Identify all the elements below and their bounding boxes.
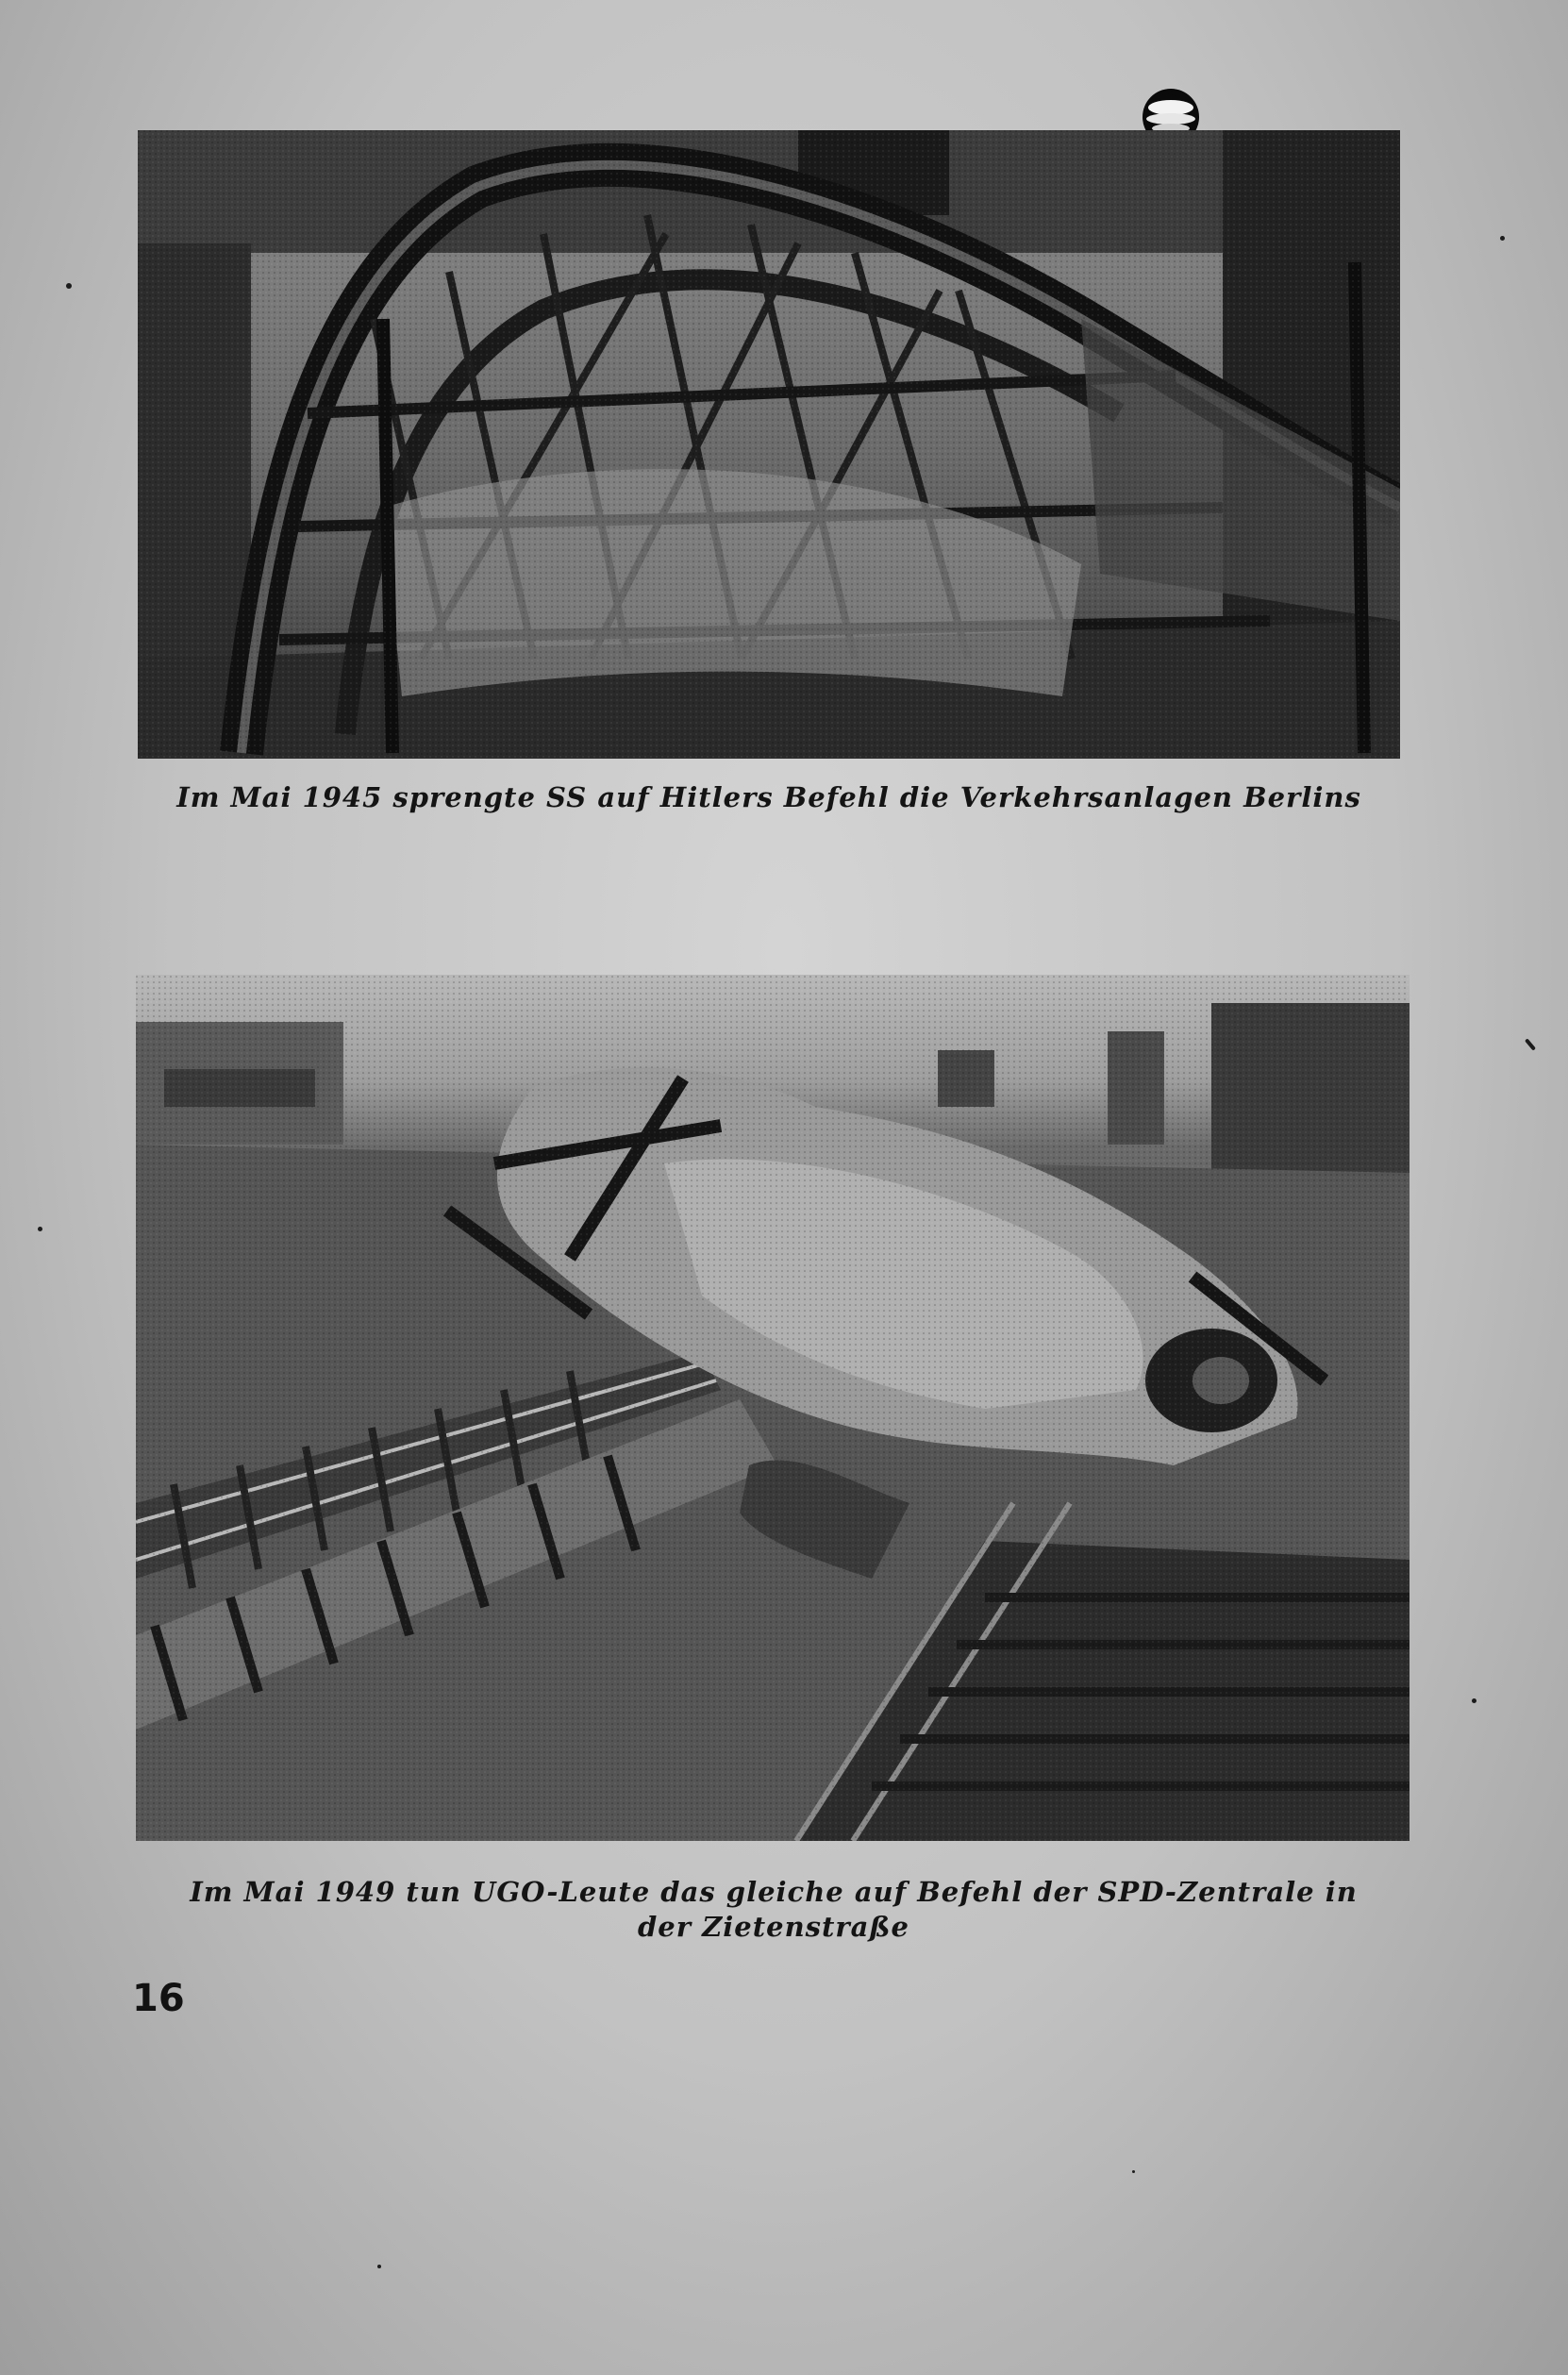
paper-speck bbox=[1132, 2170, 1135, 2173]
photo-wrecked-tracks bbox=[136, 975, 1410, 1841]
photo-caption-bottom-line1: Im Mai 1949 tun UGO-Leute das gleiche auf Befehl der SPD-Zentrale in bbox=[190, 1876, 1358, 1908]
photo-caption-top: Im Mai 1945 sprengte SS auf Hitlers Befehl die Verkehrsanlagen Berlins bbox=[176, 781, 1361, 813]
page-number: 16 bbox=[132, 1977, 185, 2020]
photo-destroyed-bridge bbox=[138, 130, 1400, 759]
photo-caption-bottom-line2: der Zietenstraße bbox=[638, 1911, 909, 1943]
paper-speck bbox=[1525, 1038, 1536, 1050]
paper-speck bbox=[1472, 1698, 1476, 1703]
paper-speck bbox=[38, 1227, 42, 1231]
paper-speck bbox=[1500, 236, 1505, 241]
paper-speck bbox=[66, 283, 72, 289]
paper-speck bbox=[377, 2265, 381, 2268]
